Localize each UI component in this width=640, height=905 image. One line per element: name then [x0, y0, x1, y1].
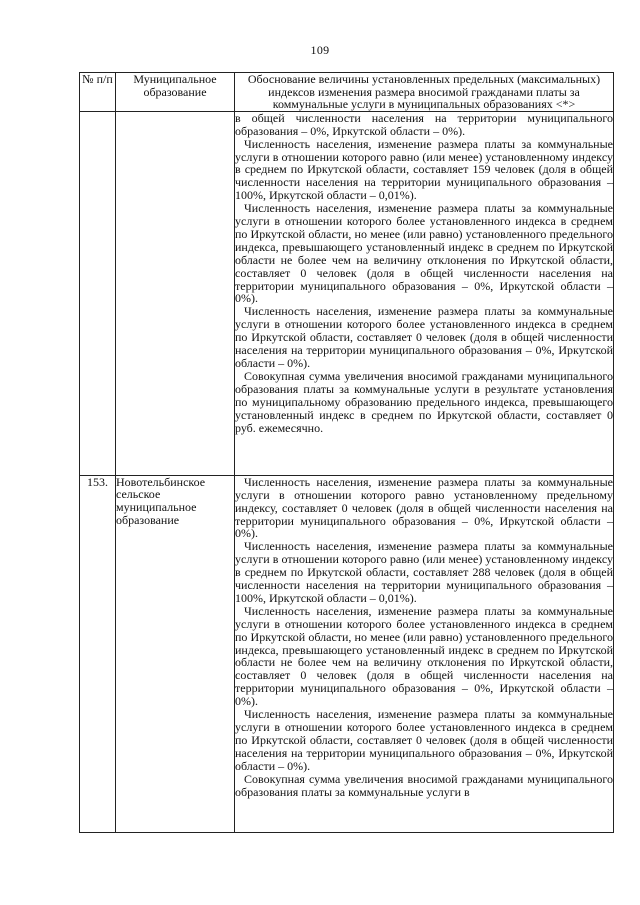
header-number: № п/п — [80, 73, 116, 112]
row-number — [80, 111, 116, 475]
basis-paragraph: Численность населения, изменение размера платы за коммунальные услуги в отношении которого более установленного индекса в среднем по Иркутской области, но менее (или равно) установленного предельного индекса, превышающего установленный индекс в среднем по Иркутской области не более чем на величину отклонения по Иркутской области, составляет 0 человек (доля в общей численности населения на территории муниципального образования – 0%, Иркутской области – 0%). — [235, 201, 613, 306]
header-basis: Обоснование величины установленных предельных (максимальных) индексов изменения размера вносимой гражданами платы за коммунальные услуги в муниципальных образованиях <*> — [235, 73, 614, 112]
row-number: 153. — [80, 475, 116, 832]
basis-paragraph: Численность населения, изменение размера платы за коммунальные услуги в отношении которого равно (или менее) установленному индексу в среднем по Иркутской области, составляет 159 человек (доля в общей численности населения на территории муниципального образования – 100%, Иркутской области – 0,01%). — [235, 136, 613, 203]
table-row — [80, 475, 614, 832]
basis-paragraph: Численность населения, изменение размера платы за коммунальные услуги в отношении которого более установленного индекса в среднем по Иркутской области, но менее (или равно) установленного предельного индекса, превышающего установленный индекс в среднем по Иркутской области не более чем на величину отклонения по Иркутской области, составляет 0 человек (доля в общей численности населения на территории муниципального образования – 0%, Иркутской области – 0%). — [235, 603, 613, 709]
basis-paragraph: Численность населения, изменение размера платы за коммунальные услуги в отношении которого более установленного индекса в среднем по Иркутской области, составляет 0 человек (доля в общей численности населения на территории муниципального образования – 0%, Иркутской области – 0%). — [235, 304, 613, 370]
basis-paragraph: Численность населения, изменение размера платы за коммунальные услуги в отношении которого равно (или менее) установленному индексу в среднем по Иркутской области, составляет 288 человек (доля в общей численности населения на территории муниципального образования – 100%, Иркутской области – 0,01%). — [235, 539, 613, 605]
row-basis — [235, 111, 614, 475]
row-municipality — [116, 111, 235, 475]
basis-paragraph: Совокупная сумма увеличения вносимой гражданами муниципального образования платы за коммунальные услуги в — [235, 771, 613, 799]
basis-paragraph: Численность населения, изменение размера платы за коммунальные услуги в отношении которого равно установленному предельному индексу, составляет 0 человек (доля в общей численности населения на территории муниципального образования – 0%, Иркутской области – 0%). — [235, 475, 613, 541]
header-municipality: Муниципальное образование — [116, 73, 235, 112]
row-municipality: Новотельбинское сельское муниципальное образование — [116, 475, 235, 832]
table-header-row — [80, 73, 614, 112]
justification-table — [79, 72, 614, 833]
basis-paragraph: в общей численности населения на территории муниципального образования – 0%, Иркутской области – 0%). — [235, 110, 613, 138]
table-row — [80, 111, 614, 475]
page-number: 109 — [310, 43, 330, 57]
basis-paragraph: Совокупная сумма увеличения вносимой гражданами муниципального образования платы за коммунальные услуги в результате установления по муниципальному образованию предельного индекса, превышающего установленный индекс в среднем по Иркутской области, составляет 0 руб. ежемесячно. — [235, 368, 613, 435]
row-basis — [235, 475, 614, 832]
basis-paragraph: Численность населения, изменение размера платы за коммунальные услуги в отношении которого более установленного индекса в среднем по Иркутской области, составляет 0 человек (доля в общей численности населения на территории муниципального образования – 0%, Иркутской области – 0%). — [235, 707, 613, 773]
